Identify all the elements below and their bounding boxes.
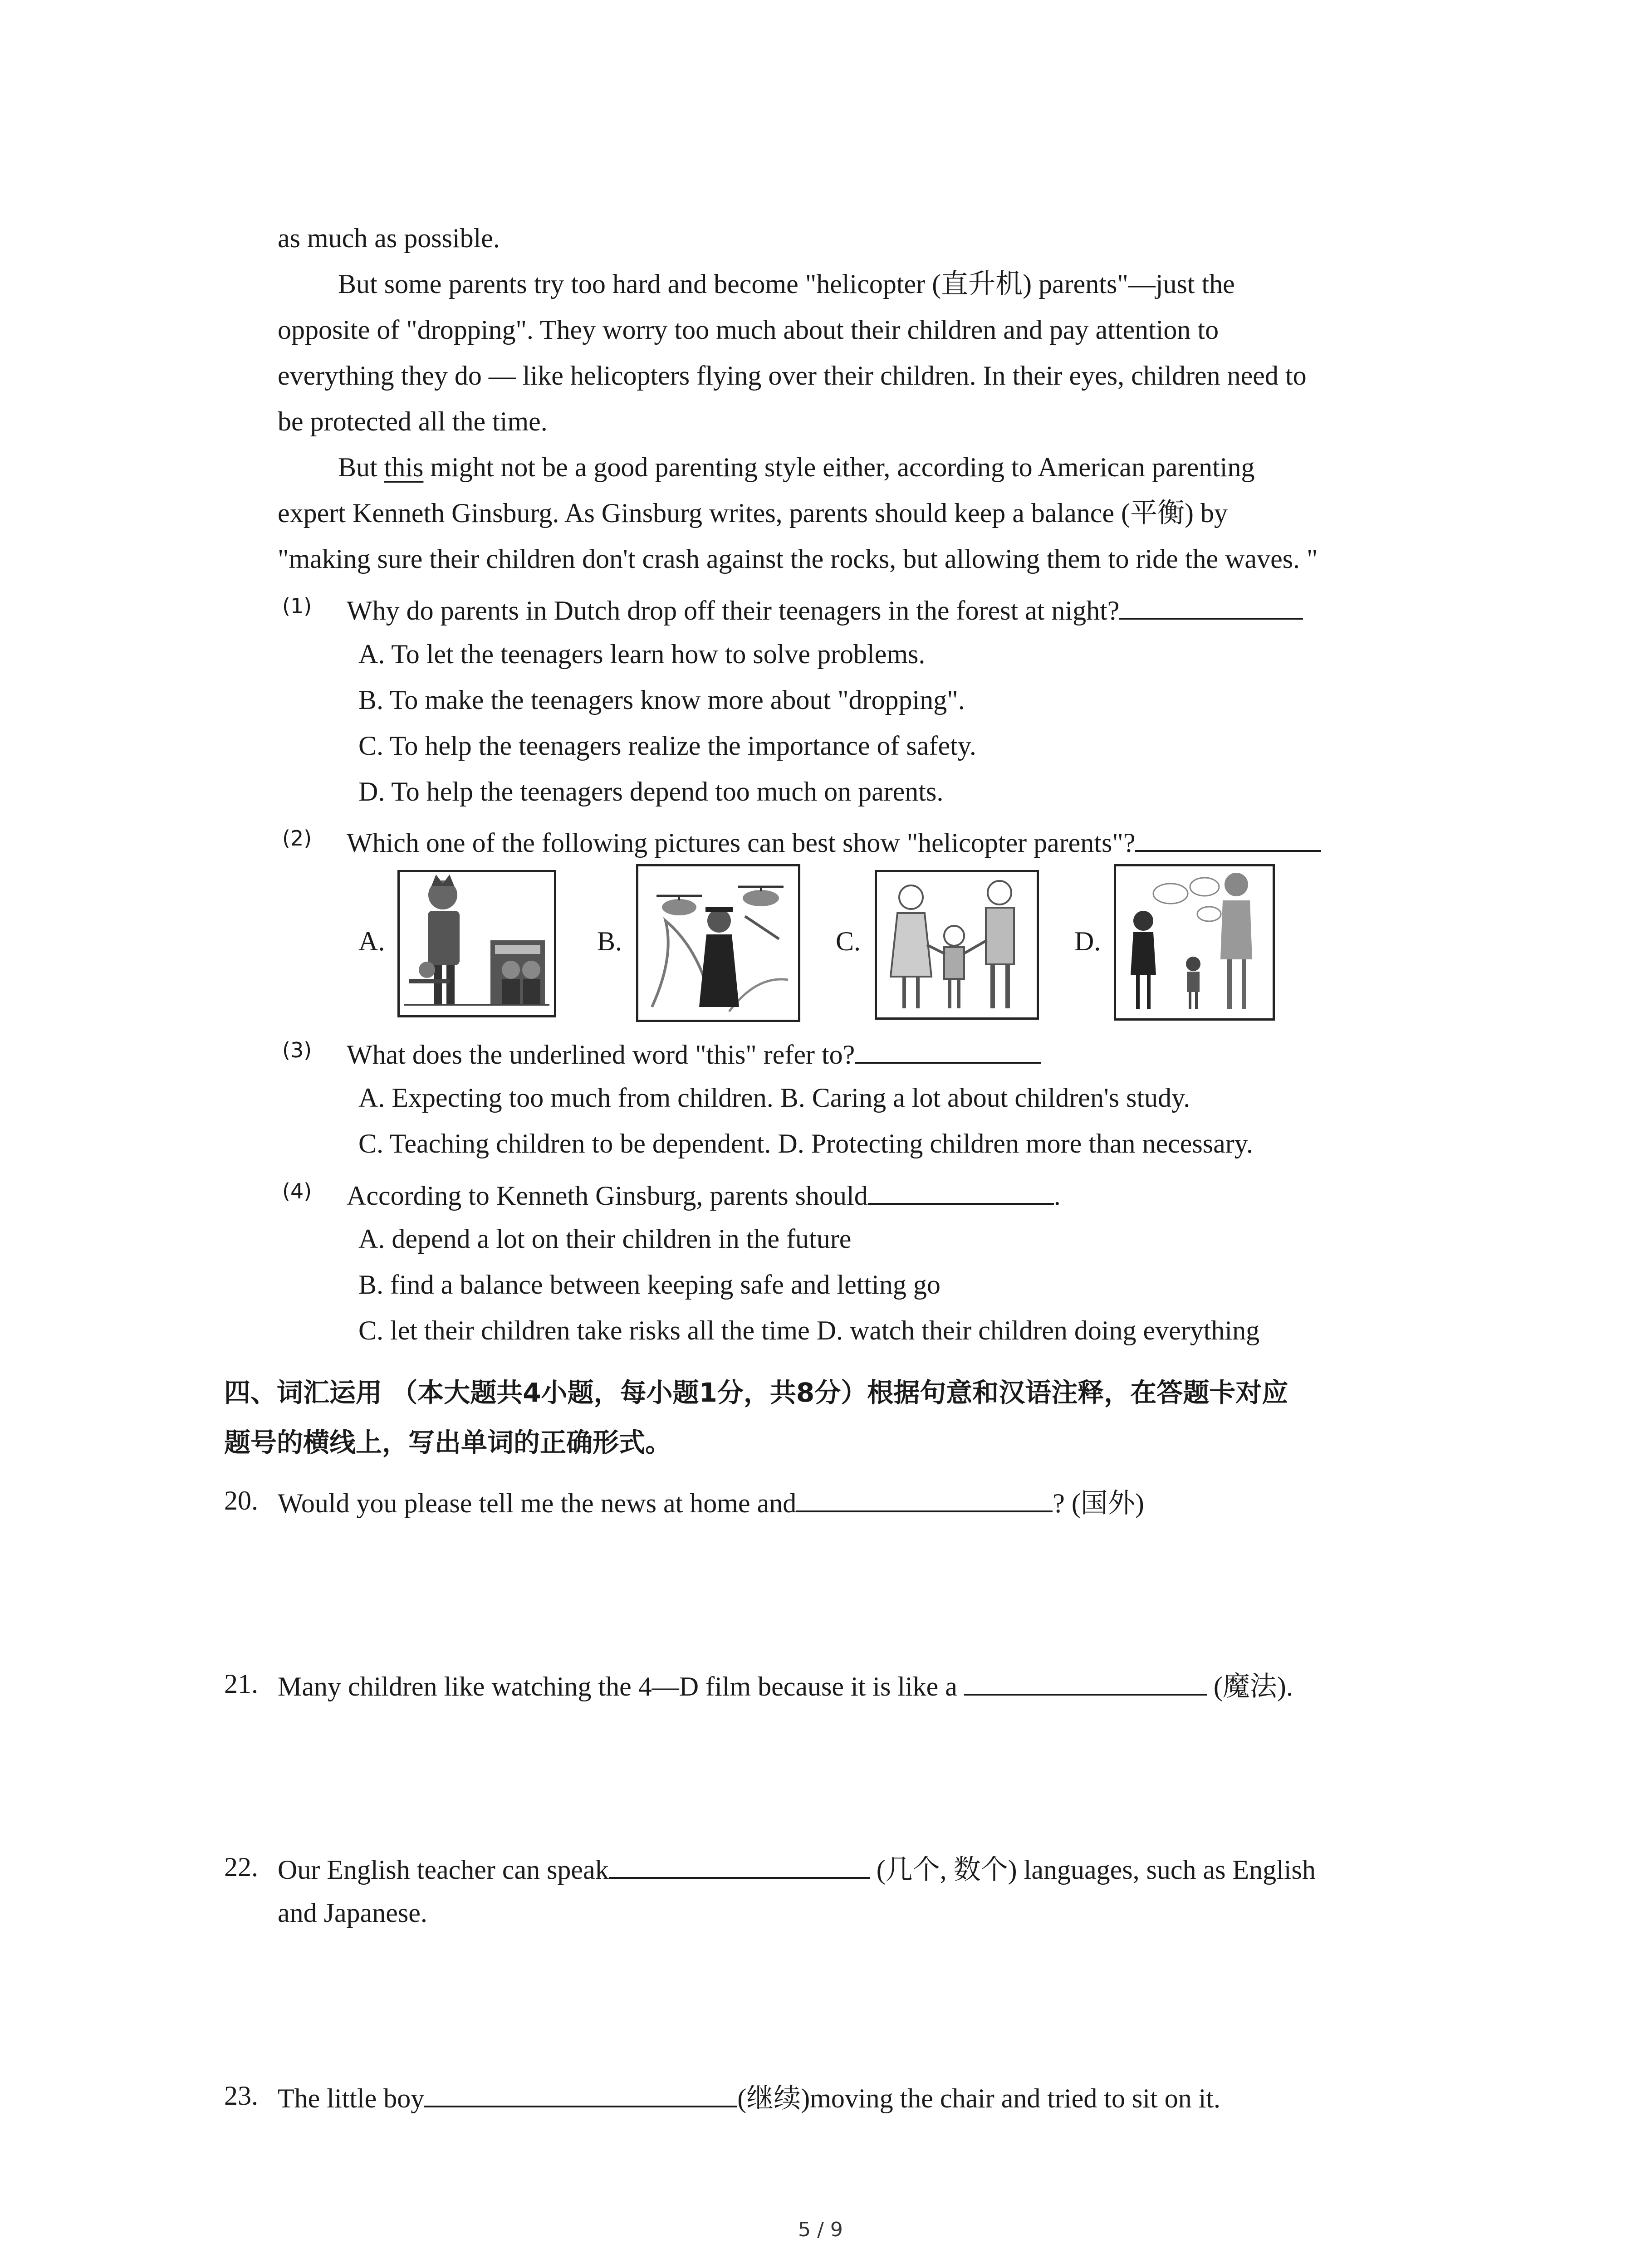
passage-line: But some parents try too hard and become "helicopter (直升机) parents"—just the xyxy=(338,269,1235,299)
item-number: 21. xyxy=(224,1669,258,1699)
option: A. To let the teenagers learn how to solve problems. xyxy=(358,639,926,669)
passage-line: opposite of "dropping". They worry too much about their children and pay attention to xyxy=(278,315,1219,345)
answer-blank[interactable] xyxy=(855,1034,1041,1064)
question-stem: According to Kenneth Ginsburg, parents should xyxy=(347,1181,868,1211)
picture-label: A. xyxy=(358,926,385,956)
question-number: (4) xyxy=(282,1179,312,1203)
vocab-text: Our English teacher can speak xyxy=(278,1855,609,1885)
answer-blank[interactable] xyxy=(796,1482,1053,1512)
passage-text: But xyxy=(338,452,384,482)
graduate-with-helicopters-illustration xyxy=(638,866,798,1020)
answer-blank[interactable] xyxy=(609,1849,870,1879)
vocab-text: ? (国外) xyxy=(1053,1488,1144,1518)
teacher-with-students-illustration xyxy=(400,872,554,1015)
passage-line: expert Kenneth Ginsburg. As Ginsburg writes, parents should keep a balance (平衡) by xyxy=(278,498,1228,528)
vocab-item xyxy=(278,1482,1144,1521)
passage-line: "making sure their children don't crash against the rocks, but allowing them to ride the waves. " xyxy=(278,544,1318,574)
question-text xyxy=(347,1034,1041,1073)
picture-label: D. xyxy=(1074,926,1101,956)
vocab-text: The little boy xyxy=(278,2083,425,2113)
vocab-item xyxy=(278,1849,1316,1888)
question-number: (2) xyxy=(282,826,312,850)
option: B. To make the teenagers know more about "dropping". xyxy=(358,685,965,715)
picture-label: C. xyxy=(836,926,861,956)
question-stem: What does the underlined word "this" refer to? xyxy=(347,1040,855,1070)
answer-blank[interactable] xyxy=(1119,590,1303,620)
option: C. let their children take risks all the time D. watch their children doing everything xyxy=(358,1315,1260,1345)
question-text xyxy=(347,1175,1061,1214)
answer-blank[interactable] xyxy=(1135,822,1321,852)
vocab-text: Many children like watching the 4—D film because it is like a xyxy=(278,1672,964,1701)
option: A. depend a lot on their children in the future xyxy=(358,1224,852,1254)
answer-blank[interactable] xyxy=(964,1666,1207,1696)
answer-blank[interactable] xyxy=(868,1175,1054,1205)
picture-label: B. xyxy=(597,926,622,956)
question-stem: Which one of the following pictures can best show "helicopter parents"? xyxy=(347,828,1136,858)
passage-line xyxy=(338,449,1254,485)
option: C. Teaching children to be dependent. D. Protecting children more than necessary. xyxy=(358,1129,1253,1158)
question-text xyxy=(347,590,1303,629)
section-heading: 题号的横线上，写出单词的正确形式。 xyxy=(224,1427,672,1458)
family-holding-hands-illustration xyxy=(877,872,1037,1017)
question-stem: Why do parents in Dutch drop off their teenagers in the forest at night? xyxy=(347,596,1120,626)
option: C. To help the teenagers realize the importance of safety. xyxy=(358,731,976,761)
question-number: (3) xyxy=(282,1038,312,1062)
vocab-text: (继续)moving the chair and tried to sit on it. xyxy=(737,2083,1221,2113)
picture-a xyxy=(397,870,556,1017)
answer-blank[interactable] xyxy=(424,2077,737,2107)
picture-c xyxy=(875,870,1039,1020)
item-number: 22. xyxy=(224,1852,258,1882)
section-heading: 四、词汇运用 （本大题共4小题，每小题1分，共8分）根据句意和汉语注释，在答题卡对应 xyxy=(224,1377,1288,1408)
item-number: 23. xyxy=(224,2081,258,2111)
option: D. To help the teenagers depend too much on parents. xyxy=(358,777,944,807)
underlined-word: this xyxy=(384,452,424,482)
vocab-text: Would you please tell me the news at home and xyxy=(278,1488,797,1518)
page-number: 5 / 9 xyxy=(798,2218,843,2241)
passage-text: might not be a good parenting style either, according to American parenting xyxy=(423,452,1255,482)
passage-line: as much as possible. xyxy=(278,223,500,253)
picture-b xyxy=(636,864,800,1022)
passage-line: everything they do — like helicopters flying over their children. In their eyes, children need to xyxy=(278,361,1307,391)
item-number: 20. xyxy=(224,1486,258,1515)
option: B. find a balance between keeping safe and letting go xyxy=(358,1270,941,1300)
parents-arguing-over-child-illustration xyxy=(1116,866,1273,1018)
question-end: . xyxy=(1053,1181,1061,1211)
vocab-text: (魔法). xyxy=(1206,1672,1293,1701)
option: A. Expecting too much from children. B. Caring a lot about children's study. xyxy=(358,1083,1190,1113)
passage-line: be protected all the time. xyxy=(278,406,548,436)
vocab-text: (几个, 数个) languages, such as English xyxy=(869,1855,1316,1885)
vocab-item xyxy=(278,1666,1293,1705)
vocab-item-continued: and Japanese. xyxy=(278,1898,427,1928)
picture-d xyxy=(1114,864,1275,1021)
vocab-item xyxy=(278,2077,1220,2116)
question-text xyxy=(347,822,1321,861)
question-number: (1) xyxy=(282,594,312,618)
